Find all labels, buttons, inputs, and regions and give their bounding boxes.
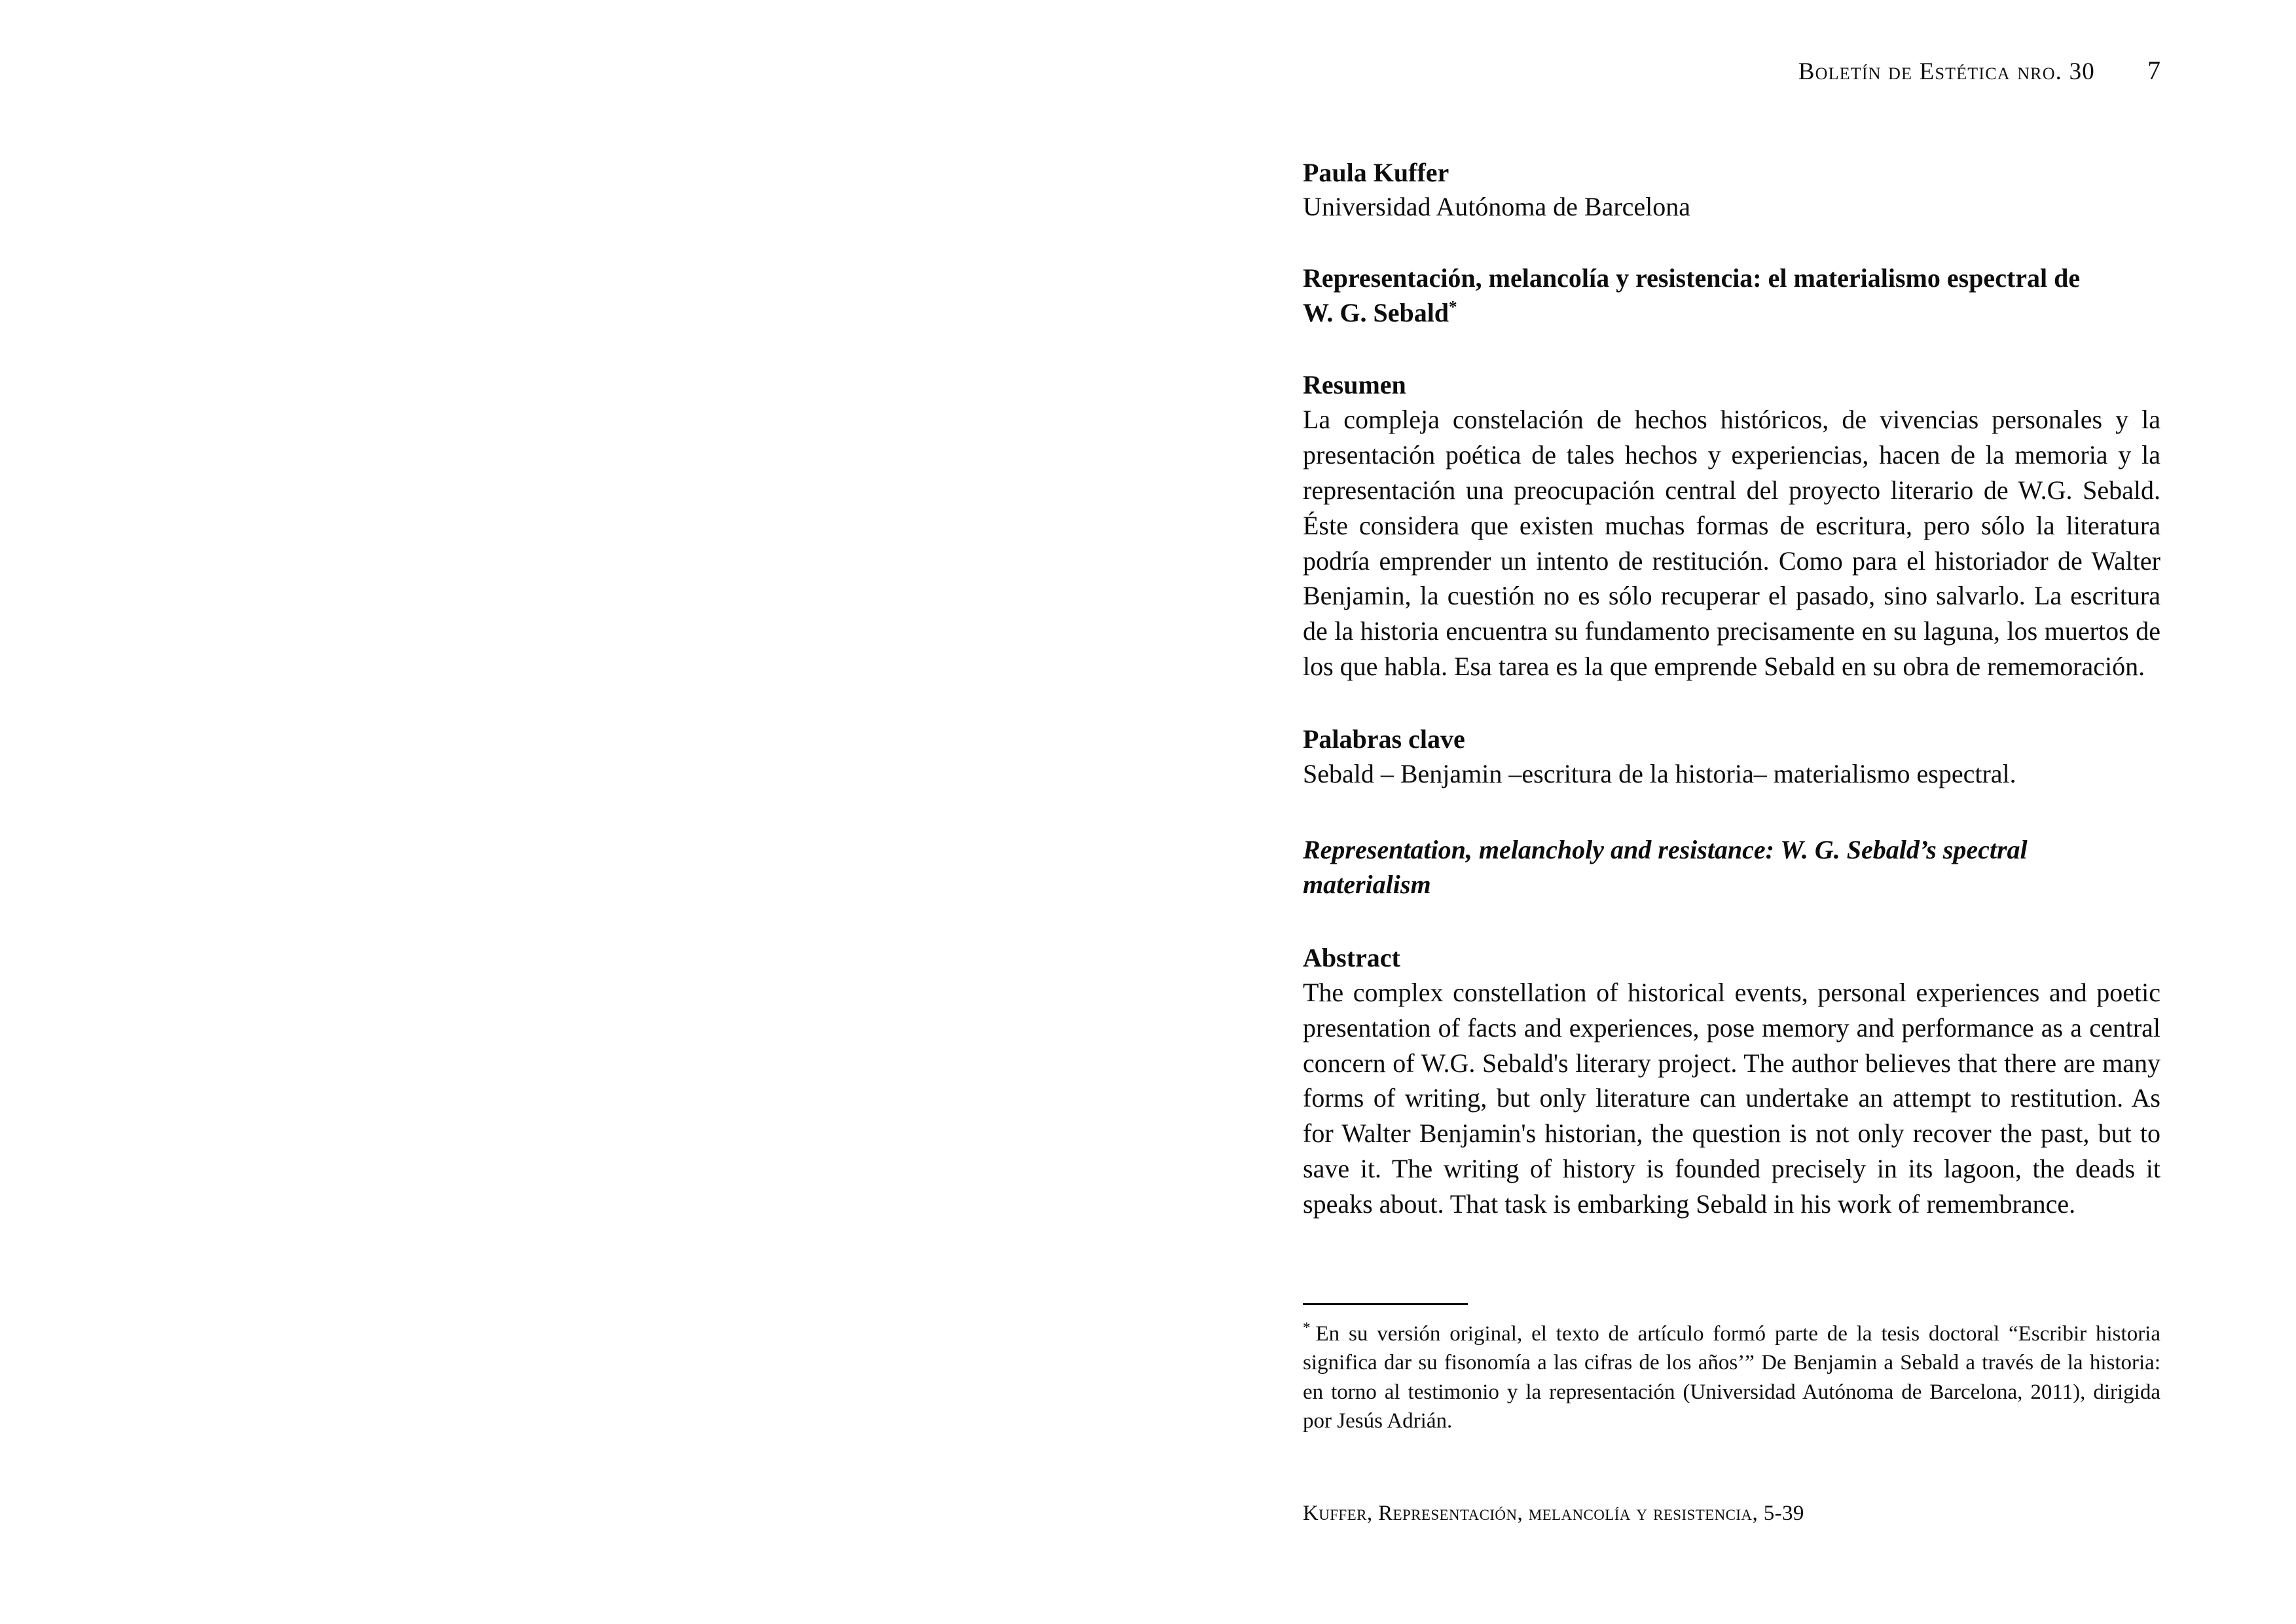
footer-running-citation: Kuffer, Representación, melancolía y resistencia, 5-39 (1303, 1502, 1804, 1525)
footnote-reference-marker[interactable]: * (1449, 298, 1457, 316)
abstract-text: The complex constellation of historical events, personal experiences and poetic presentation of facts and experiences, pose memory and performance as a central concern of W.G. Sebald's literary project. The author believes that there are many forms of writing, but only literature can undertake an attempt to restitution. As for Walter Benjamin's historian, the question is not only recover the past, but to save it. The writing of history is founded precisely in its lagoon, the deads it speaks about. That task is embarking Sebald in his work of remembrance. (1303, 977, 2160, 1219)
footnote-area (1303, 1303, 2160, 1436)
type-block (1303, 0, 2160, 1624)
author-affiliation: Universidad Autónoma de Barcelona (1303, 192, 1691, 221)
keywords-text: Sebald – Benjamin –escritura de la historia– materialismo espectral. (1303, 758, 2016, 788)
running-head-journal-title: Boletín de Estética nro. 30 (1798, 58, 2095, 85)
footnote-separator-rule (1303, 1303, 1468, 1305)
page-title (1303, 261, 2160, 330)
resumen-text: La compleja constelación de hechos históricos, de vivencias personales y la presentación poética de tales hechos y experiencias, hacen de la memoria y la representación una preocupación central del proyecto literario de W.G. Sebald. Éste considera que existen muchas formas de escritura, pero sólo la literatura podría emprender un intento de restitución. Como para el historiador de Walter Benjamin, la cuestión no es sólo recuperar el pasado, sino salvarlo. La escritura de la historia encuentra su fundamento precisamente en su laguna, los muertos de los que habla. Esa tarea es la que emprende Sebald en su obra de rememoración. (1303, 405, 2160, 681)
footnote-entry (1303, 1320, 2160, 1436)
article-body (1303, 156, 2160, 1222)
article-title-english: Representation, melancholy and resistance: W. G. Sebald’s spectral materialism (1303, 834, 2028, 899)
section-heading-abstract: Abstract (1303, 942, 1400, 972)
author-name: Paula Kuffer (1303, 158, 1449, 187)
page-number: 7 (2147, 56, 2160, 85)
running-head (1303, 58, 2160, 84)
footnote-body-text: En su versión original, el texto de artículo formó parte de la tesis doctoral “Escribir historia significa dar su fisonomía a las cifras de los años’” De Benjamin a Sebald a través de la historia: en torno al testimonio y la representación (Universidad Autónoma de Barcelona, 2011), dirigida por Jesús Adrián. (1303, 1322, 2160, 1433)
footnote-marker: * (1303, 1320, 1311, 1336)
article-title-line-2: W. G. Sebald (1303, 298, 1449, 328)
article-title-line-1: Representación, melancolía y resistencia: el materialismo espectral de (1303, 263, 2081, 293)
section-heading-palabras-clave: Palabras clave (1303, 724, 1465, 754)
section-heading-resumen: Resumen (1303, 370, 1406, 400)
